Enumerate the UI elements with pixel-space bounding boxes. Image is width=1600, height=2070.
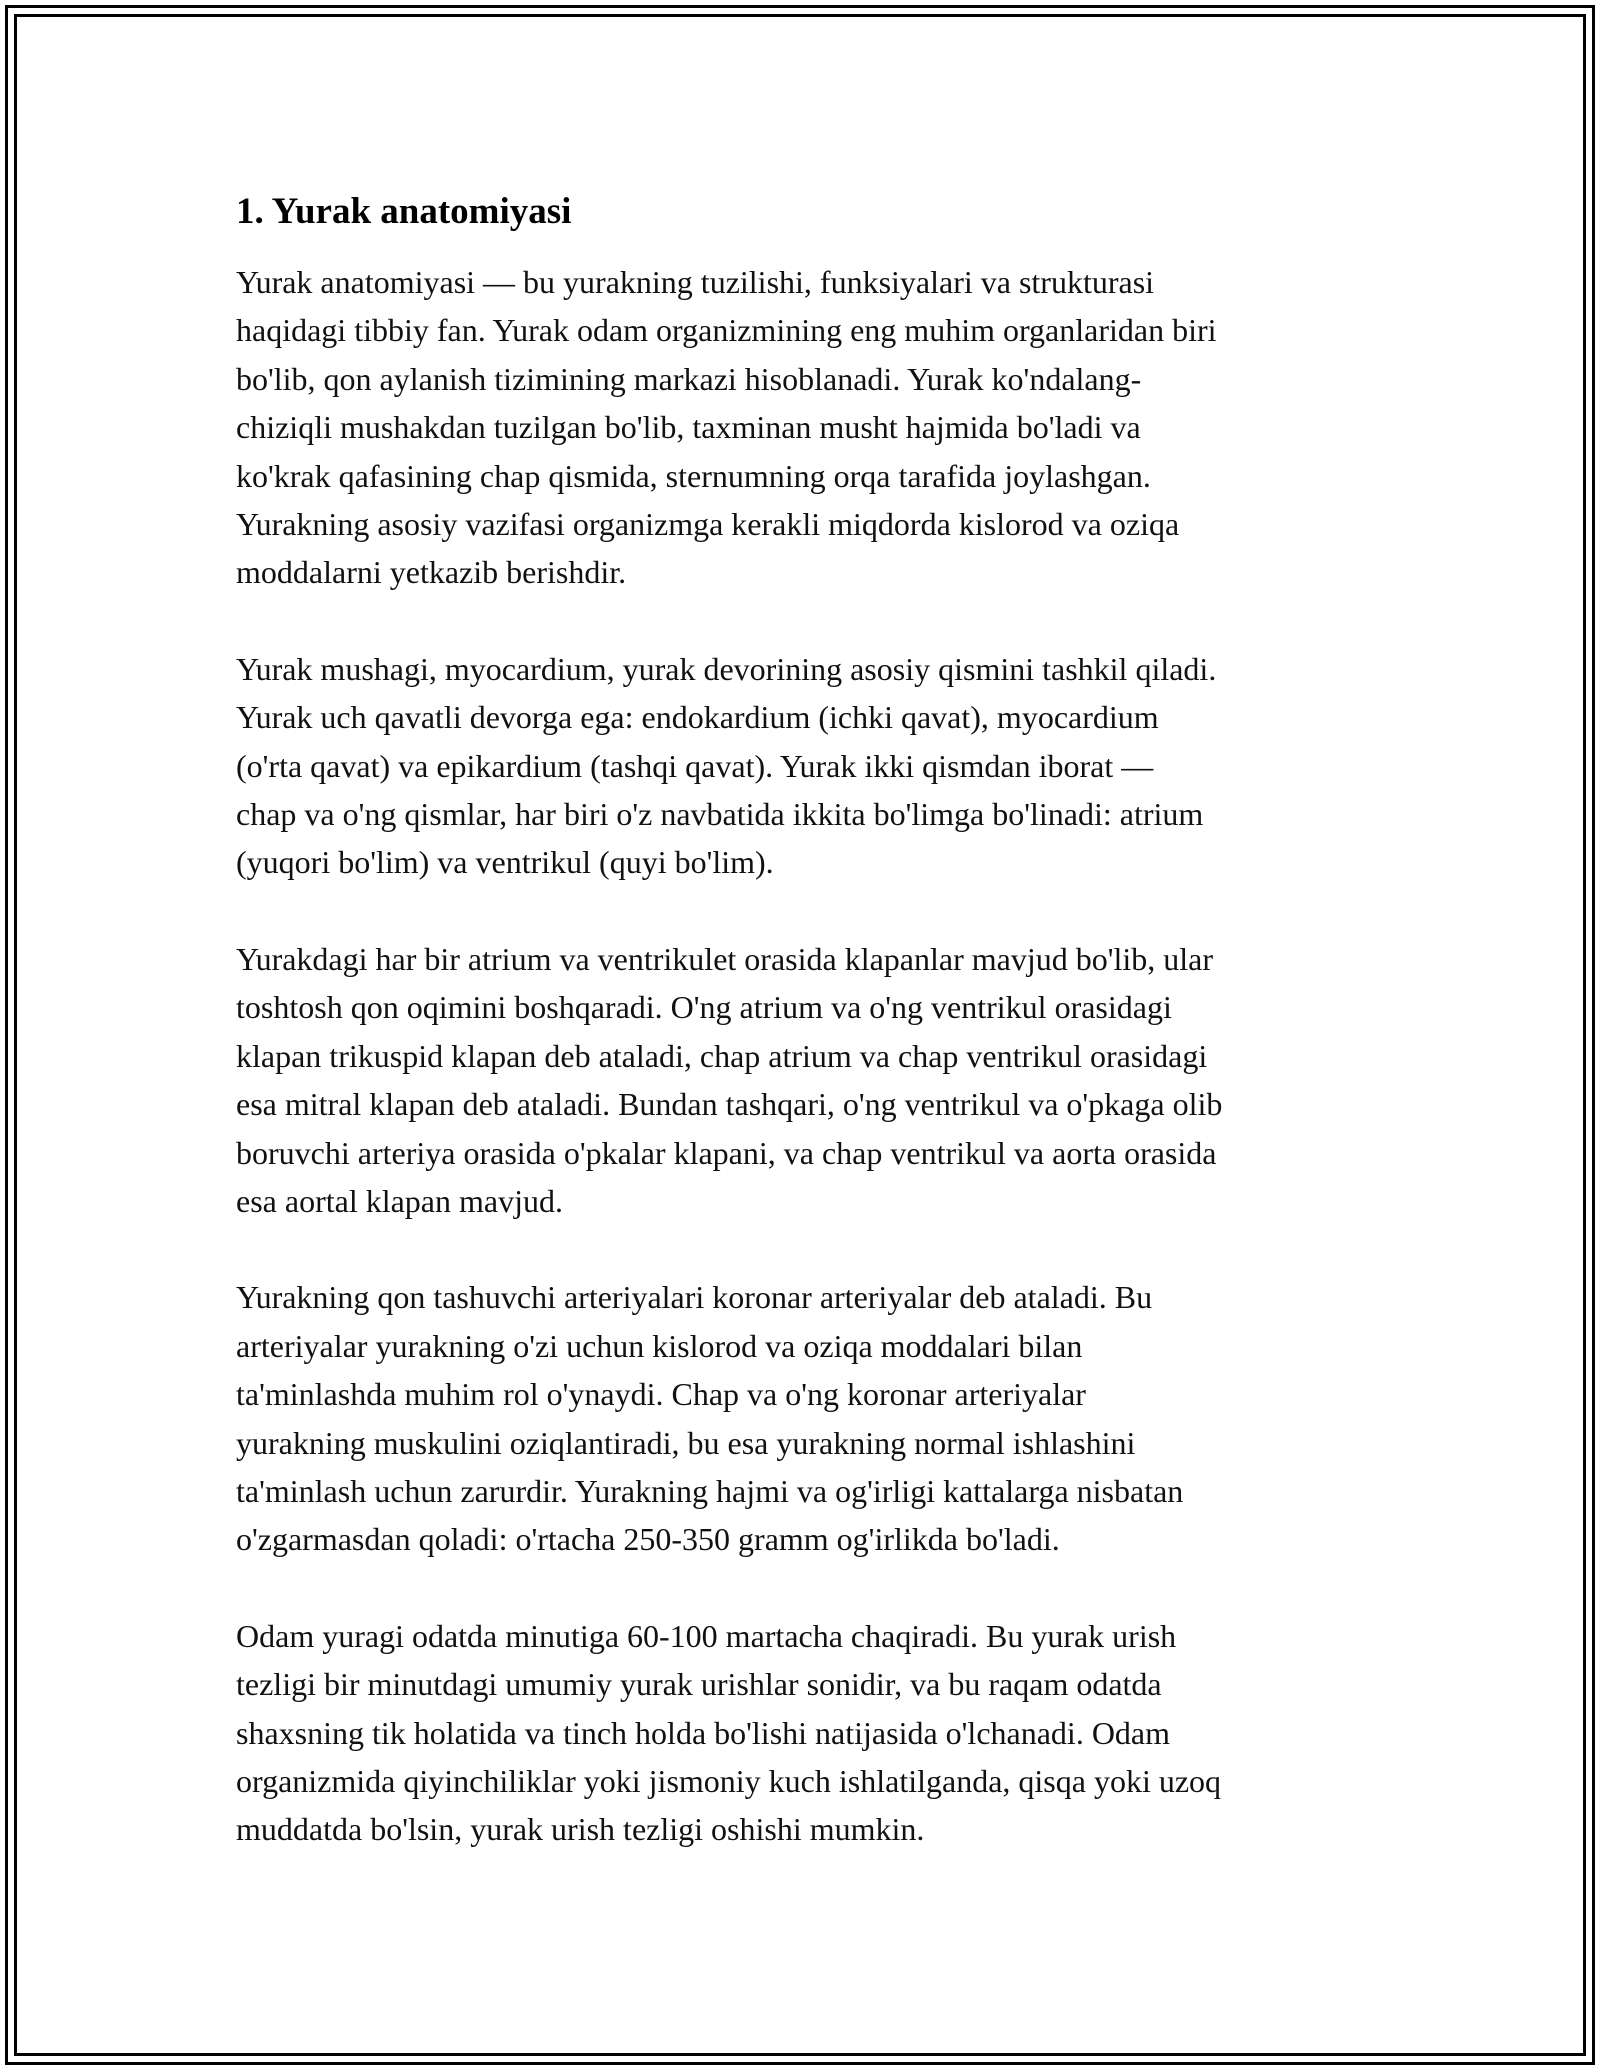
paragraph-myocardium: [236, 645, 1376, 887]
text-line: moddalarni yetkazib berishdir.: [236, 554, 627, 591]
text-line: (o'rta qavat) va epikardium (tashqi qavat). Yurak ikki qismdan iborat —: [236, 747, 1154, 784]
text-line: tezligi bir minutdagi umumiy yurak urishlar sonidir, va bu raqam odatda: [236, 1666, 1162, 1703]
text-line: yurakning muskulini oziqlantiradi, bu esa yurakning normal ishlashini: [236, 1424, 1136, 1461]
section-heading: 1. Yurak anatomiyasi: [236, 191, 572, 232]
text-line: toshtosh qon oqimini boshqaradi. O'ng atrium va o'ng ventrikul orasidagi: [236, 989, 1172, 1026]
text-line: haqidagi tibbiy fan. Yurak odam organizmining eng muhim organlaridan biri: [236, 312, 1217, 349]
text-line: muddatda bo'lsin, yurak urish tezligi oshishi mumkin.: [236, 1811, 925, 1848]
text-line: bo'lib, qon aylanish tizimining markazi hisoblanadi. Yurak ko'ndalang-: [236, 360, 1142, 397]
paragraph-anatomy-intro: [236, 258, 1376, 597]
text-line: ta'minlash uchun zarurdir. Yurakning hajmi va og'irligi kattalarga nisbatan: [236, 1472, 1184, 1509]
text-line: o'zgarmasdan qoladi: o'rtacha 250-350 gramm og'irlikda bo'ladi.: [236, 1521, 1060, 1558]
text-line: Yurakdagi har bir atrium va ventrikulet orasida klapanlar mavjud bo'lib, ular: [236, 940, 1214, 977]
text-line: organizmida qiyinchiliklar yoki jismoniy kuch ishlatilganda, qisqa yoki uzoq: [236, 1762, 1222, 1799]
text-line: esa aortal klapan mavjud.: [236, 1182, 563, 1219]
text-line: chiziqli mushakdan tuzilgan bo'lib, taxminan musht hajmida bo'ladi va: [236, 409, 1141, 446]
text-line: chap va o'ng qismlar, har biri o'z navbatida ikkita bo'limga bo'linadi: atrium: [236, 796, 1204, 833]
text-line: Yurakning qon tashuvchi arteriyalari koronar arteriyalar deb ataladi. Bu: [236, 1279, 1153, 1316]
text-line: esa mitral klapan deb ataladi. Bundan tashqari, o'ng ventrikul va o'pkaga olib: [236, 1086, 1223, 1123]
paragraph-heart-rate: [236, 1612, 1376, 1854]
paragraph-coronary-arteries: [236, 1273, 1376, 1563]
text-line: arteriyalar yurakning o'zi uchun kislorod va oziqa moddalari bilan: [236, 1327, 1083, 1364]
text-line: Yurak anatomiyasi — bu yurakning tuzilishi, funksiyalari va strukturasi: [236, 264, 1155, 300]
text-line: Odam yuragi odatda minutiga 60-100 martacha chaqiradi. Bu yurak urish: [236, 1617, 1177, 1654]
paragraph-valves: [236, 935, 1376, 1225]
text-line: boruvchi arteriya orasida o'pkalar klapani, va chap ventrikul va aorta orasida: [236, 1134, 1217, 1171]
text-line: ta'minlashda muhim rol o'ynaydi. Chap va o'ng koronar arteriyalar: [236, 1376, 1086, 1413]
text-line: Yurakning asosiy vazifasi organizmga kerakli miqdorda kislorod va oziqa: [236, 506, 1180, 543]
text-line: (yuqori bo'lim) va ventrikul (quyi bo'lim).: [236, 844, 774, 881]
text-line: shaxsning tik holatida va tinch holda bo'lishi natijasida o'lchanadi. Odam: [236, 1714, 1171, 1751]
document-body: [236, 188, 1376, 1902]
text-line: ko'krak qafasining chap qismida, sternumning orqa tarafida joylashgan.: [236, 457, 1151, 494]
text-line: Yurak mushagi, myocardium, yurak devorining asosiy qismini tashkil qiladi.: [236, 650, 1217, 687]
text-line: klapan trikuspid klapan deb ataladi, chap atrium va chap ventrikul orasidagi: [236, 1037, 1208, 1074]
text-line: Yurak uch qavatli devorga ega: endokardium (ichki qavat), myocardium: [236, 699, 1159, 736]
